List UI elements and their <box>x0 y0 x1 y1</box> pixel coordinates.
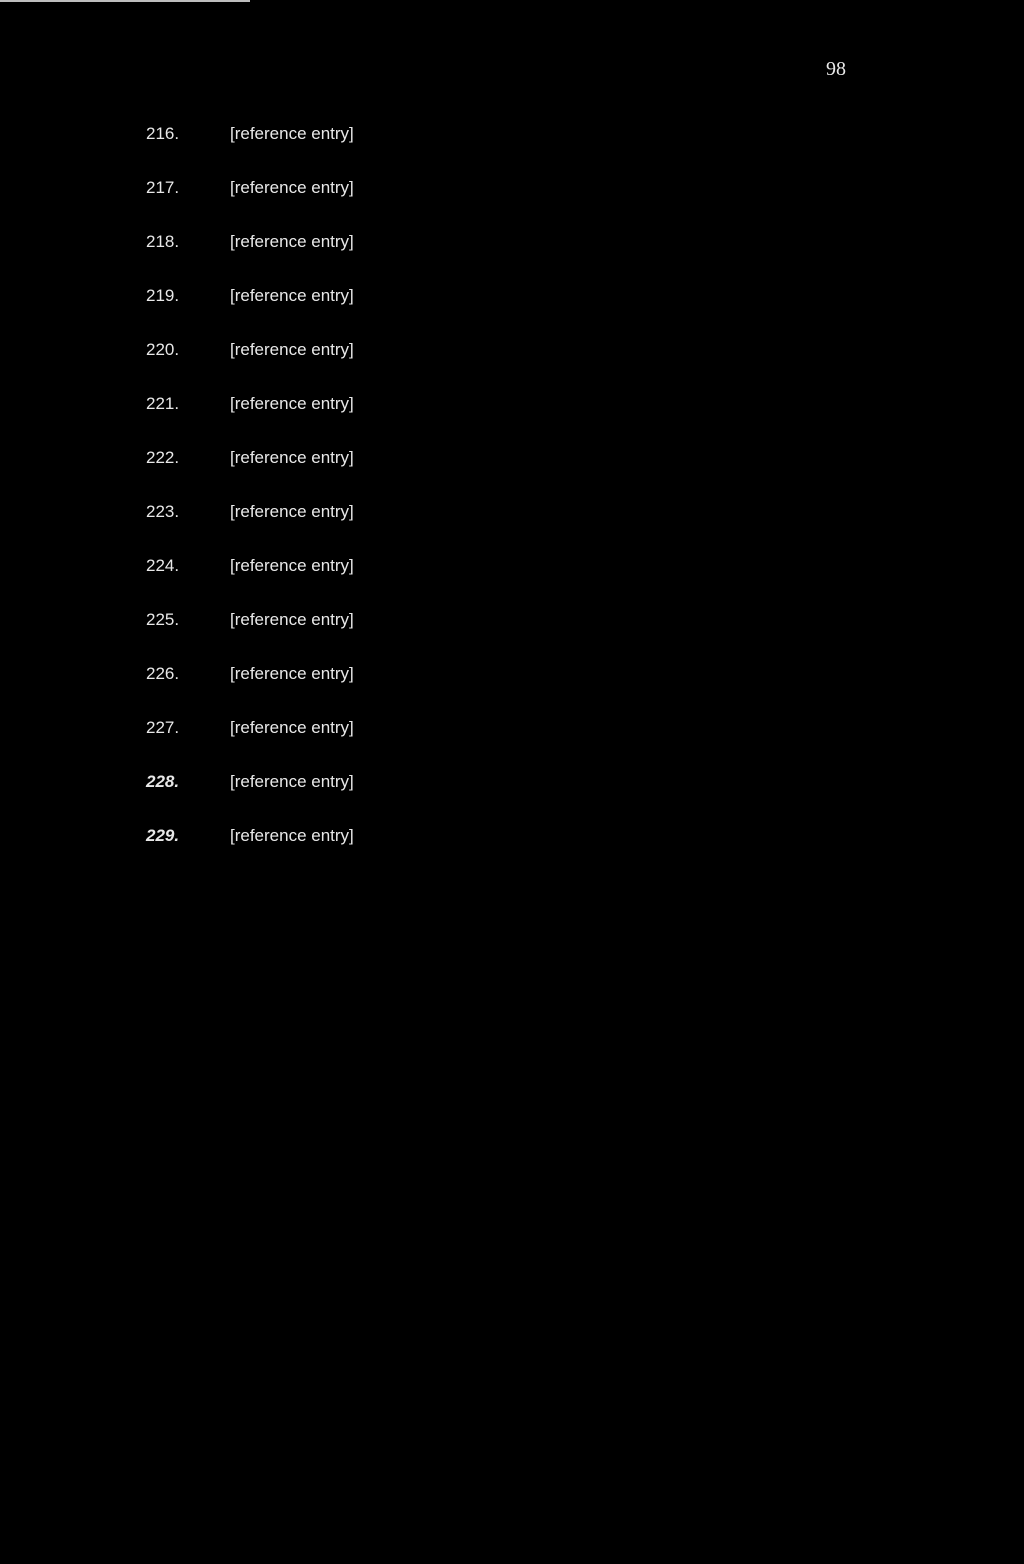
reference-number: 224. <box>146 556 180 575</box>
reference-text: [reference entry] <box>230 502 354 521</box>
reference-entry <box>146 550 856 582</box>
reference-entry <box>146 118 856 150</box>
reference-entry <box>146 766 856 798</box>
reference-entry <box>146 280 856 312</box>
reference-text: [reference entry] <box>230 610 354 629</box>
reference-list <box>146 118 856 874</box>
reference-entry <box>146 388 856 420</box>
reference-text: [reference entry] <box>230 286 354 305</box>
reference-entry <box>146 172 856 204</box>
reference-number: 226. <box>146 664 180 683</box>
reference-entry <box>146 226 856 258</box>
reference-number: 217. <box>146 178 180 197</box>
reference-number: 216. <box>146 124 180 143</box>
reference-text: [reference entry] <box>230 772 354 791</box>
reference-number: 221. <box>146 394 180 413</box>
reference-text: [reference entry] <box>230 718 354 737</box>
reference-entry <box>146 496 856 528</box>
reference-entry <box>146 442 856 474</box>
reference-text: [reference entry] <box>230 178 354 197</box>
reference-number: 218. <box>146 232 180 251</box>
reference-entry <box>146 658 856 690</box>
reference-entry <box>146 334 856 366</box>
reference-text: [reference entry] <box>230 664 354 683</box>
reference-entry <box>146 604 856 636</box>
reference-number: 228. <box>146 772 180 791</box>
reference-text: [reference entry] <box>230 340 354 359</box>
reference-text: [reference entry] <box>230 232 354 251</box>
reference-number: 219. <box>146 286 180 305</box>
page-number: 98 <box>826 58 846 80</box>
reference-text: [reference entry] <box>230 124 354 143</box>
reference-text: [reference entry] <box>230 448 354 467</box>
reference-number: 227. <box>146 718 180 737</box>
reference-entry <box>146 712 856 744</box>
reference-number: 222. <box>146 448 180 467</box>
reference-entry <box>146 820 856 852</box>
reference-text: [reference entry] <box>230 394 354 413</box>
top-rule <box>0 0 250 2</box>
reference-number: 225. <box>146 610 180 629</box>
reference-number: 229. <box>146 826 180 845</box>
reference-number: 223. <box>146 502 180 521</box>
reference-text: [reference entry] <box>230 556 354 575</box>
reference-number: 220. <box>146 340 180 359</box>
reference-text: [reference entry] <box>230 826 354 845</box>
